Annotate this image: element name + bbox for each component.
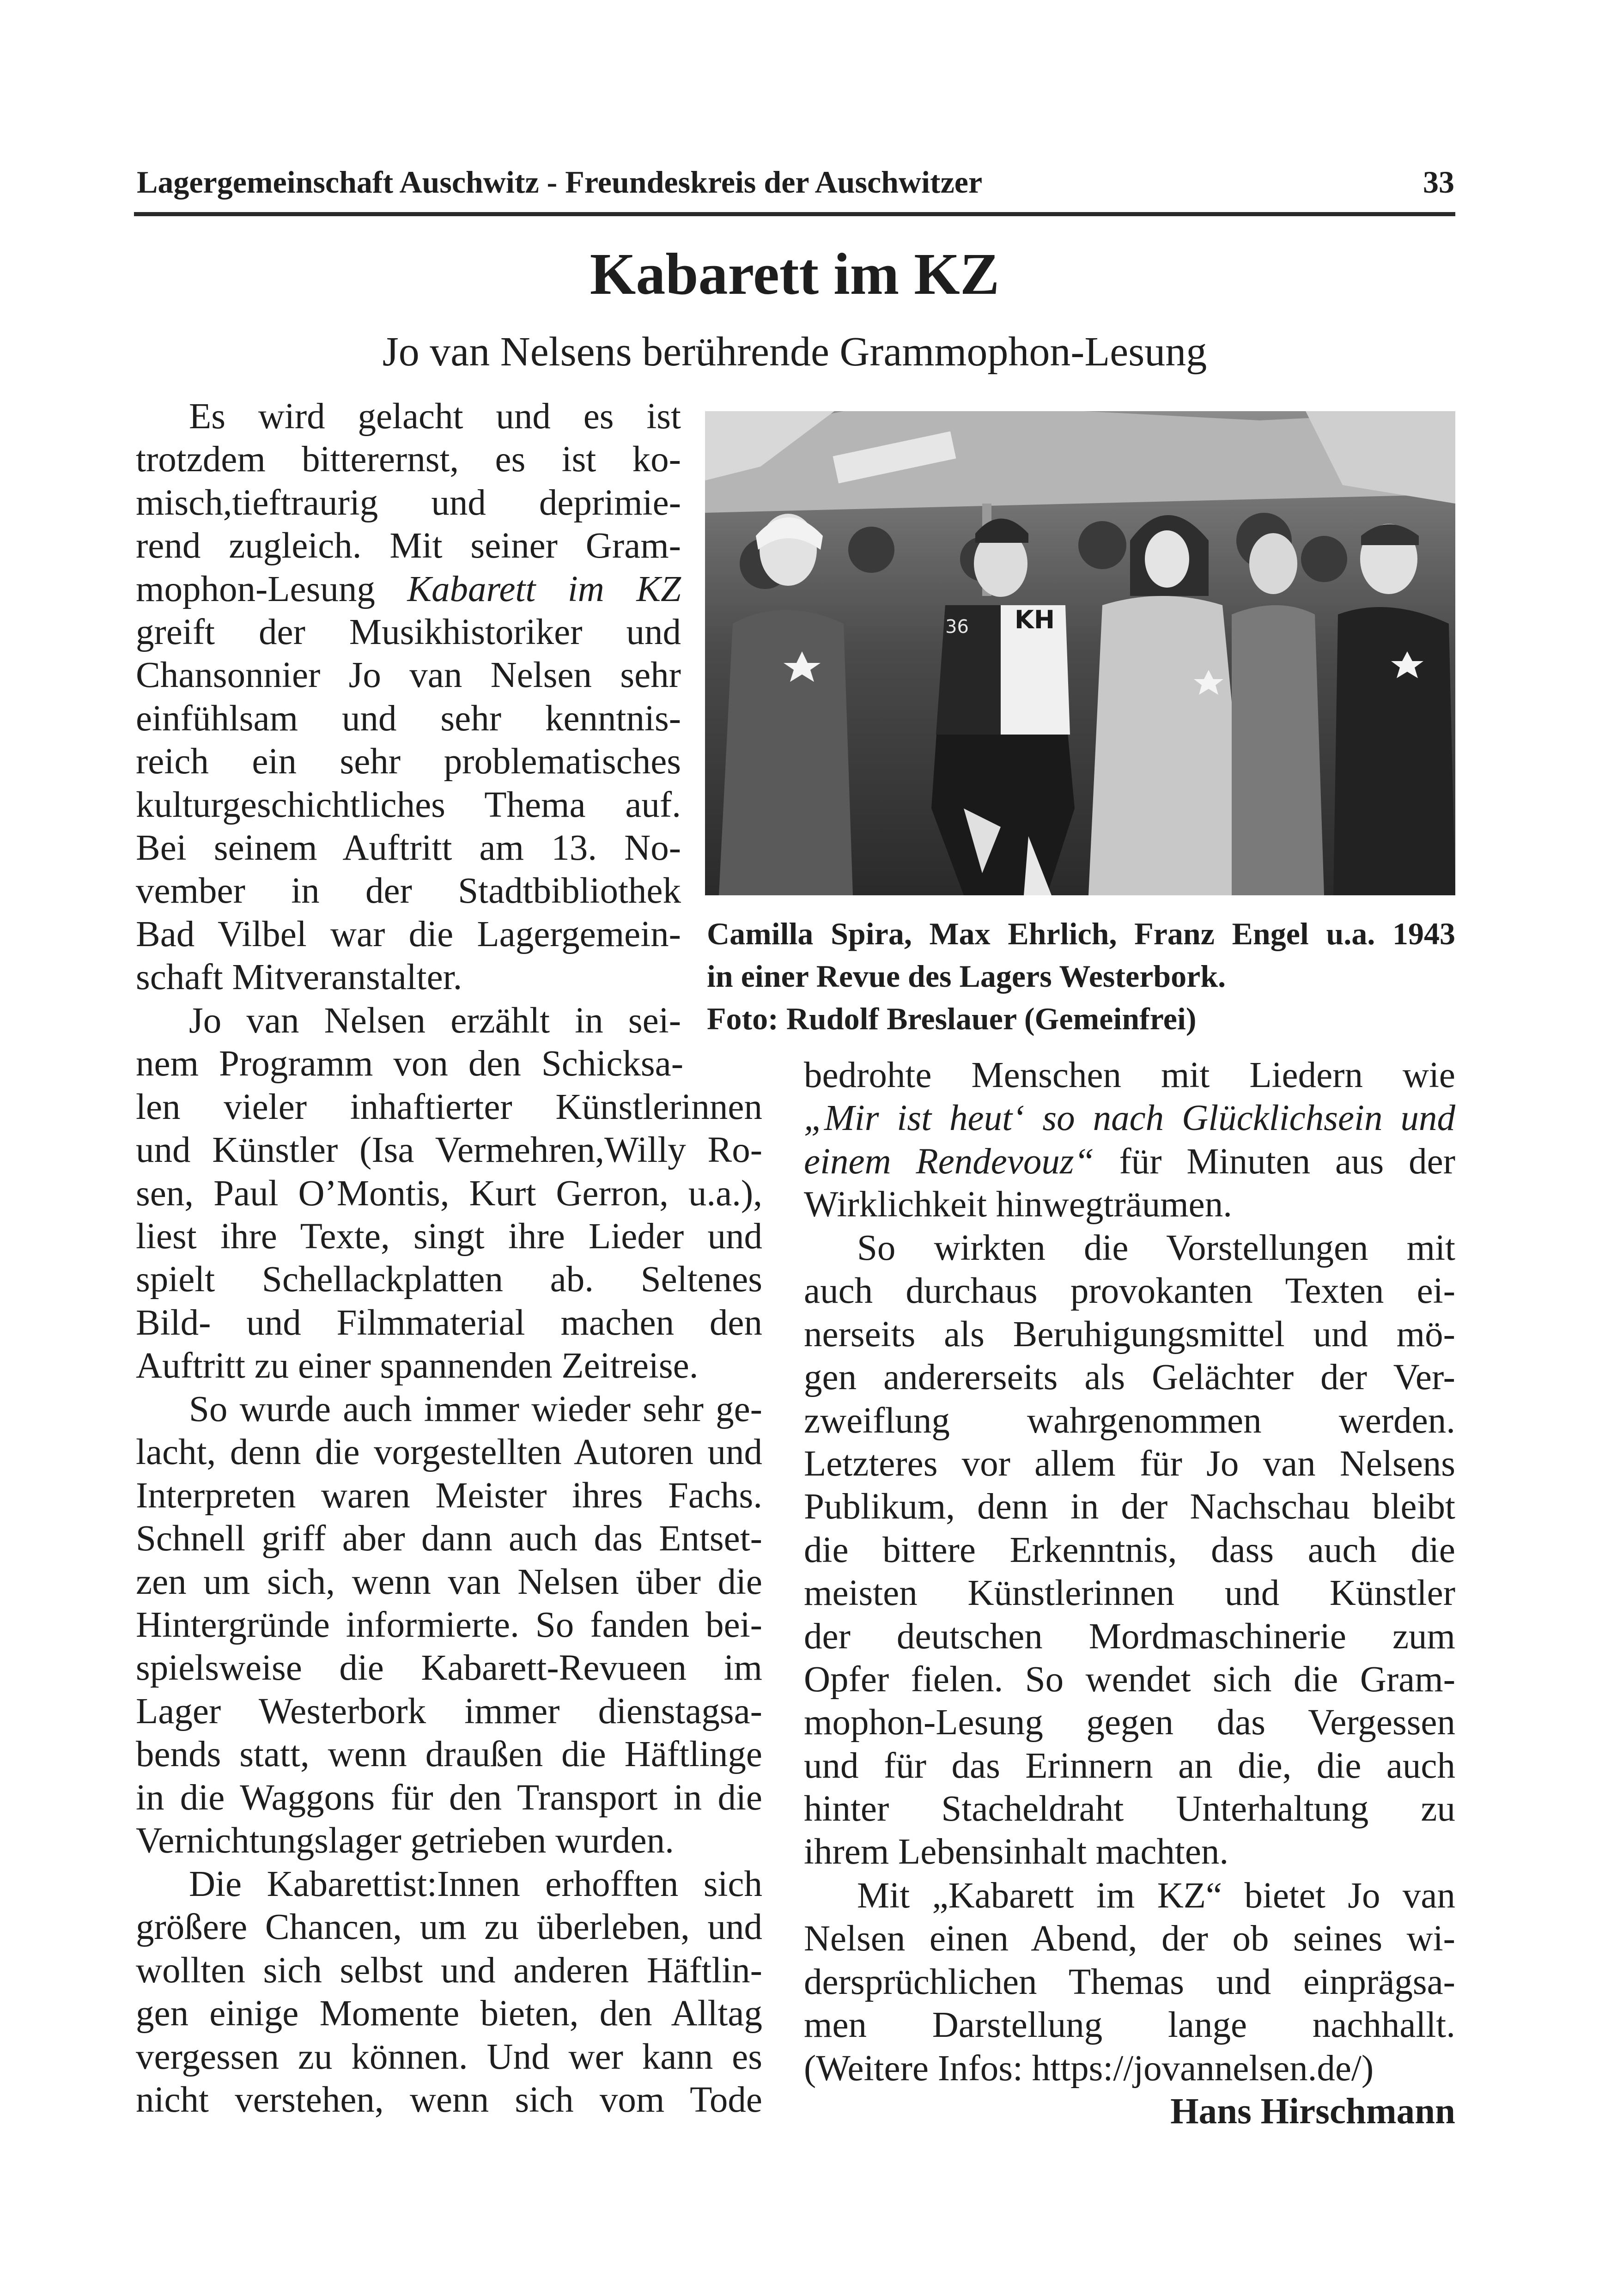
text-line: nerseits als Beruhigungsmittel und mö- bbox=[804, 1314, 1455, 1355]
text-line: reich ein sehr problematisches bbox=[136, 741, 681, 782]
text-line: nicht verstehen, wenn sich vom Tode bbox=[136, 2079, 762, 2120]
text-line: spielt Schellackplatten ab. Seltenes bbox=[136, 1259, 762, 1300]
text-line bbox=[804, 1097, 1455, 1140]
text-line: Wirklichkeit hinwegträumen. bbox=[804, 1184, 1232, 1225]
historical-photo bbox=[705, 411, 1455, 895]
paragraph-2 bbox=[136, 999, 762, 1388]
text-line: Schnell griff aber dann auch das Entset- bbox=[136, 1519, 762, 1559]
running-header bbox=[134, 159, 1455, 217]
text-line: spielsweise die Kabarett-Revueen im bbox=[136, 1648, 762, 1689]
text-line: bedrohte Menschen mit Liedern wie bbox=[804, 1055, 1455, 1095]
author-signature: Hans Hirschmann bbox=[1170, 2091, 1455, 2132]
song-title-italic: „Mir ist heut‘ so nach Glücklichsein und bbox=[804, 1098, 1455, 1139]
text-line: Auftritt zu einer spannenden Zeitreise. bbox=[136, 1346, 699, 1386]
svg-text:KH: KH bbox=[1015, 605, 1055, 634]
text-line: Vernichtungslager getrieben wurden. bbox=[136, 1820, 674, 1861]
text-line: Letzteres vor allem für Jo van Nelsens bbox=[804, 1443, 1455, 1484]
text-line: So wirkten die Vorstellungen mit bbox=[857, 1228, 1455, 1268]
text-line: rend zugleich. Mit seiner Gram- bbox=[136, 526, 681, 566]
caption-line: Camilla Spira, Max Ehrlich, Franz Engel u.a. 1943 bbox=[707, 916, 1455, 951]
caption-line: Foto: Rudolf Breslauer (Gemeinfrei) bbox=[707, 1001, 1197, 1036]
photo-caption bbox=[707, 912, 1455, 1040]
svg-text:36: 36 bbox=[945, 616, 969, 638]
text-line: Opfer fielen. So wendet sich die Gram- bbox=[804, 1659, 1455, 1700]
text-line: kulturgeschichtliches Thema auf. bbox=[136, 784, 681, 825]
paragraph-3 bbox=[136, 1388, 762, 1862]
text-line: Die Kabarettist:Innen erhofften sich bbox=[189, 1864, 762, 1904]
text-line: men Darstellung lange nachhallt. bbox=[804, 2005, 1455, 2046]
text-line: Bild- und Filmmaterial machen den bbox=[136, 1302, 762, 1343]
paragraph-4 bbox=[136, 1863, 762, 2121]
running-title: Lagergemeinschaft Auschwitz - Freundeskreis der Auschwitzer bbox=[137, 164, 983, 200]
text-line: der deutschen Mordmaschinerie zum bbox=[804, 1616, 1455, 1657]
text-line: misch,tieftraurig und deprimie- bbox=[136, 482, 681, 523]
text-line: Es wird gelacht und es ist bbox=[189, 396, 681, 437]
text-line: bends statt, wenn draußen die Häftlinge bbox=[136, 1734, 762, 1775]
text-line: in die Waggons für den Transport in die bbox=[136, 1777, 762, 1818]
text-line bbox=[804, 1140, 1455, 1183]
text-line: wollten sich selbst und anderen Häftlin- bbox=[136, 1950, 762, 1991]
text-line: Nelsen einen Abend, der ob seines wi- bbox=[804, 1919, 1455, 1959]
text-line: Jo van Nelsen erzählt in sei- bbox=[189, 1001, 681, 1041]
text-line: gen andererseits als Gelächter der Ver- bbox=[804, 1357, 1455, 1398]
text-line: größere Chancen, um zu überleben, und bbox=[136, 1907, 762, 1948]
text-line: die bittere Erkenntnis, dass auch die bbox=[804, 1530, 1455, 1570]
text-line: Chansonnier Jo van Nelsen sehr bbox=[136, 655, 681, 696]
text-line: meisten Künstlerinnen und Künstler bbox=[804, 1573, 1455, 1614]
text-line: auch durchaus provokanten Texten ei- bbox=[804, 1271, 1455, 1312]
work-title-italic: Kabarett im KZ bbox=[407, 569, 681, 609]
text-line: len vieler inhaftierter Künstlerinnen bbox=[136, 1087, 762, 1127]
text-line: Publikum, denn in der Nachschau bleibt bbox=[804, 1487, 1455, 1527]
text-line: trotzdem bitterernst, es ist ko- bbox=[136, 439, 681, 480]
text-line: gen einige Momente bieten, den Alltag bbox=[136, 1993, 762, 2034]
text-line: vergessen zu können. Und wer kann es bbox=[136, 2036, 762, 2077]
text-line: nem Programm von den Schicksa- bbox=[136, 1044, 683, 1084]
page-number: 33 bbox=[1423, 164, 1454, 200]
text-line: Hintergründe informierte. So fanden bei- bbox=[136, 1604, 762, 1645]
text-line: liest ihre Texte, singt ihre Lieder und bbox=[136, 1216, 762, 1257]
text-span: für Minuten aus der bbox=[1094, 1141, 1455, 1182]
text-line: sen, Paul O’Montis, Kurt Gerron, u.a.), bbox=[136, 1173, 762, 1214]
text-span: mophon-Lesung bbox=[136, 569, 407, 609]
text-line: Mit „Kabarett im KZ“ bietet Jo van bbox=[857, 1876, 1455, 1916]
paragraph-5 bbox=[804, 1054, 1455, 1227]
text-line: vember in der Stadtbibliothek bbox=[136, 871, 681, 911]
text-line: Interpreten waren Meister ihres Fachs. bbox=[136, 1475, 762, 1516]
paragraph-6 bbox=[804, 1227, 1455, 1874]
header-rule bbox=[134, 212, 1455, 216]
article-title: Kabarett im KZ bbox=[590, 241, 1000, 307]
text-line: Bei seinem Auftritt am 13. No- bbox=[136, 827, 681, 868]
text-line: schaft Mitveranstalter. bbox=[136, 957, 462, 998]
text-line: So wurde auch immer wieder sehr ge- bbox=[189, 1389, 762, 1429]
text-line: und Künstler (Isa Vermehren,Willy Ro- bbox=[136, 1130, 762, 1171]
text-line: dersprüchlichen Themas und einprägsa- bbox=[804, 1962, 1455, 2002]
text-line: lacht, denn die vorgestellten Autoren und bbox=[136, 1432, 762, 1473]
paragraph-1 bbox=[136, 395, 681, 999]
text-line: Bad Vilbel war die Lagergemein- bbox=[136, 914, 681, 954]
paragraph-7 bbox=[804, 1874, 1455, 2133]
text-line: einfühlsam und sehr kenntnis- bbox=[136, 698, 681, 739]
text-line: zweiflung wahrgenommen werden. bbox=[804, 1400, 1455, 1441]
text-line: (Weitere Infos: https://jovannelsen.de/) bbox=[804, 2048, 1374, 2089]
text-line: mophon-Lesung gegen das Vergessen bbox=[804, 1702, 1455, 1743]
article-subtitle: Jo van Nelsens berührende Grammophon-Lesung bbox=[382, 329, 1207, 375]
text-line bbox=[136, 568, 681, 611]
text-line: Lager Westerbork immer dienstagsa- bbox=[136, 1691, 762, 1731]
song-title-italic: einem Rendevouz“ bbox=[804, 1141, 1094, 1182]
caption-line: in einer Revue des Lagers Westerbork. bbox=[707, 959, 1226, 994]
text-line: zen um sich, wenn van Nelsen über die bbox=[136, 1561, 762, 1602]
text-line: und für das Erinnern an die, die auch bbox=[804, 1745, 1455, 1786]
text-line: greift der Musikhistoriker und bbox=[136, 612, 681, 652]
text-line: hinter Stacheldraht Unterhaltung zu bbox=[804, 1789, 1455, 1829]
text-line: ihrem Lebensinhalt machten. bbox=[804, 1832, 1229, 1872]
